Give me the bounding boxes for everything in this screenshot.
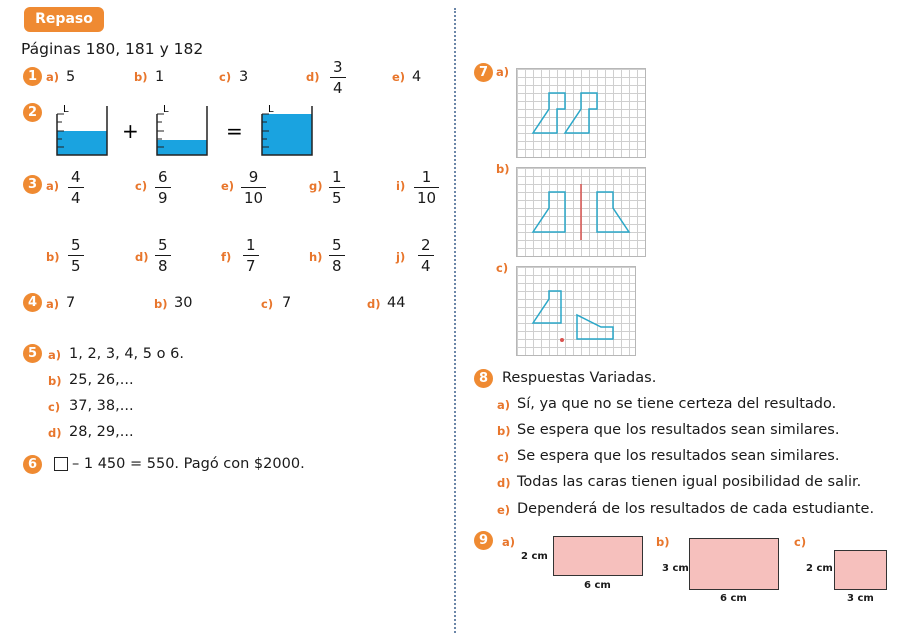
q1-a-answer: 5: [66, 69, 76, 85]
unit-label: L: [63, 104, 69, 115]
q9-b-height: 3 cm: [662, 563, 689, 574]
denominator: 5: [332, 189, 342, 208]
cup-3: [262, 104, 312, 155]
q5-b-answer: 25, 26,...: [69, 372, 134, 388]
denominator: 8: [158, 257, 168, 276]
q9-c-rectangle: [834, 550, 887, 590]
q7-b-grid: [516, 167, 646, 257]
q1-a-label: a): [46, 70, 60, 84]
section-badge: Repaso: [24, 7, 104, 32]
numerator: 9: [248, 168, 259, 186]
numerator: 2: [421, 236, 431, 254]
q1-e-label: e): [392, 70, 406, 84]
q7-b-shapes: [517, 168, 645, 256]
q3-e-label: e): [221, 179, 235, 193]
q5-a-answer: 1, 2, 3, 4, 5 o 6.: [69, 346, 184, 362]
q3-g-fraction: [329, 170, 345, 206]
question-1-number: 1: [23, 67, 42, 86]
denominator: 5: [71, 257, 81, 276]
q3-h-label: h): [309, 250, 323, 264]
q3-b-fraction: [68, 238, 84, 274]
denominator: 4: [71, 189, 81, 208]
q5-d-answer: 28, 29,...: [69, 424, 134, 440]
q9-c-height: 2 cm: [806, 563, 833, 574]
q3-f-label: f): [221, 250, 232, 264]
denominator: 9: [158, 189, 168, 208]
q4-a-label: a): [46, 297, 60, 311]
column-divider: [454, 8, 456, 633]
q8-title: Respuestas Variadas.: [502, 370, 657, 386]
q5-a-label: a): [48, 348, 62, 362]
q3-h-fraction: [329, 238, 345, 274]
q9-a-rectangle: [553, 536, 643, 576]
q3-d-fraction: [155, 238, 171, 274]
numerator: 1: [421, 168, 432, 186]
denominator: 10: [244, 189, 264, 208]
q3-a-label: a): [46, 179, 60, 193]
q4-b-answer: 30: [174, 295, 193, 311]
q9-a-height: 2 cm: [521, 551, 548, 562]
q7-b-label: b): [496, 162, 510, 176]
q1-d-fraction: [330, 60, 346, 96]
question-4-number: 4: [23, 293, 42, 312]
q9-b-rectangle: [689, 538, 779, 590]
question-3-number: 3: [23, 175, 42, 194]
q3-i-fraction: [414, 170, 439, 206]
question-7-number: 7: [474, 63, 493, 82]
cup-1: [57, 104, 107, 155]
q7-a-shapes: [517, 69, 645, 157]
numerator: 1: [246, 236, 256, 254]
question-8-number: 8: [474, 369, 493, 388]
q4-c-label: c): [261, 297, 274, 311]
q4-d-answer: 44: [387, 295, 406, 311]
q8-c-answer: Se espera que los resultados sean similares.: [517, 448, 840, 464]
q9-c-label: c): [794, 535, 807, 549]
numerator: 6: [158, 168, 168, 186]
numerator: 4: [71, 168, 81, 186]
q3-f-fraction: [243, 238, 259, 274]
numerator: 5: [71, 236, 81, 254]
q5-c-label: c): [48, 400, 61, 414]
q7-c-grid: [516, 266, 636, 356]
q8-e-answer: Dependerá de los resultados de cada estudiante.: [517, 501, 875, 517]
q1-c-answer: 3: [239, 69, 249, 85]
q5-c-answer: 37, 38,...: [69, 398, 134, 414]
question-6-number: 6: [23, 455, 42, 474]
q8-b-label: b): [497, 424, 511, 438]
q4-d-label: d): [367, 297, 381, 311]
numerator: 5: [332, 236, 342, 254]
question-5-number: 5: [23, 344, 42, 363]
q8-d-label: d): [497, 476, 511, 490]
q5-d-label: d): [48, 426, 62, 440]
q3-b-label: b): [46, 250, 60, 264]
q7-c-shapes: [517, 267, 635, 355]
numerator: 5: [158, 236, 168, 254]
plus-sign: +: [122, 119, 139, 143]
question-2-number: 2: [23, 103, 42, 122]
q6-equation: – 1 450 = 550. Pagó con $2000.: [72, 456, 305, 472]
q8-a-label: a): [497, 398, 511, 412]
q5-b-label: b): [48, 374, 62, 388]
measuring-cups-diagram: [50, 100, 320, 160]
denominator: 7: [246, 257, 256, 276]
q1-d-label: d): [306, 70, 320, 84]
denominator: 10: [417, 189, 437, 208]
q1-b-label: b): [134, 70, 148, 84]
denominator: 4: [333, 79, 343, 98]
q7-c-label: c): [496, 261, 509, 275]
q4-c-answer: 7: [282, 295, 292, 311]
q8-b-answer: Se espera que los resultados sean similares.: [517, 422, 840, 438]
unit-label: L: [268, 104, 274, 115]
denominator: 4: [421, 257, 431, 276]
q4-b-label: b): [154, 297, 168, 311]
q3-c-fraction: [155, 170, 171, 206]
q3-j-fraction: [418, 238, 434, 274]
equals-sign: =: [226, 119, 243, 143]
q3-c-label: c): [135, 179, 148, 193]
q8-c-label: c): [497, 450, 510, 464]
q3-d-label: d): [135, 250, 149, 264]
q3-i-label: i): [396, 179, 406, 193]
q3-j-label: j): [396, 250, 406, 264]
numerator: 3: [333, 58, 343, 76]
q4-a-answer: 7: [66, 295, 76, 311]
cup-2: [157, 104, 207, 155]
q3-g-label: g): [309, 179, 323, 193]
denominator: 8: [332, 257, 342, 276]
q7-a-grid: [516, 68, 646, 158]
q9-b-label: b): [656, 535, 670, 549]
q9-c-width: 3 cm: [847, 593, 874, 604]
q9-a-label: a): [502, 535, 516, 549]
q8-a-answer: Sí, ya que no se tiene certeza del resultado.: [517, 396, 837, 412]
q3-e-fraction: [241, 170, 266, 206]
q1-b-answer: 1: [155, 69, 165, 85]
numerator: 1: [332, 168, 342, 186]
pages-reference: Páginas 180, 181 y 182: [21, 40, 204, 58]
q1-e-answer: 4: [412, 69, 422, 85]
q3-a-fraction: [68, 170, 84, 206]
q8-e-label: e): [497, 503, 511, 517]
q9-a-width: 6 cm: [584, 580, 611, 591]
unit-label: L: [163, 104, 169, 115]
q8-d-answer: Todas las caras tienen igual posibilidad de salir.: [517, 474, 862, 490]
question-9-number: 9: [474, 531, 493, 550]
q9-b-width: 6 cm: [720, 593, 747, 604]
unknown-box: [54, 457, 68, 471]
q1-c-label: c): [219, 70, 232, 84]
q7-a-label: a): [496, 65, 510, 79]
